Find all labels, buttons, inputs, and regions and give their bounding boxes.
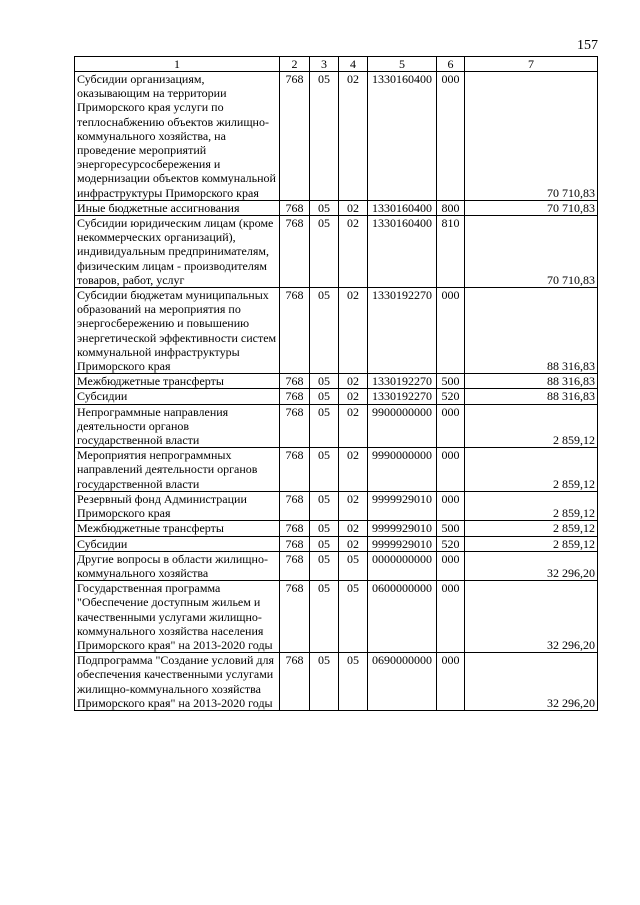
- table-row: [75, 288, 598, 374]
- header-col-5: 5: [368, 57, 437, 72]
- row-target-article: 1330192270: [368, 374, 437, 389]
- row-subsection: 02: [339, 404, 368, 448]
- row-amount: 70 710,83: [465, 72, 598, 201]
- row-amount: 32 296,20: [465, 653, 598, 711]
- row-amount: 2 859,12: [465, 448, 598, 492]
- row-section: 05: [310, 521, 339, 536]
- row-section: 05: [310, 581, 339, 653]
- row-expense-type: 000: [437, 551, 465, 580]
- row-target-article: 1330192270: [368, 389, 437, 404]
- row-name: Субсидии юридическим лицам (кроме некоммерческих организаций), индивидуальным предпринимателям, физическим лицам - производителям товаров, работ, услуг: [75, 216, 280, 288]
- row-amount: 32 296,20: [465, 551, 598, 580]
- row-admin-code: 768: [280, 216, 310, 288]
- table-row: [75, 374, 598, 389]
- row-amount: 32 296,20: [465, 581, 598, 653]
- table-row: [75, 389, 598, 404]
- row-subsection: 05: [339, 581, 368, 653]
- row-amount: 88 316,83: [465, 374, 598, 389]
- row-expense-type: 000: [437, 653, 465, 711]
- row-amount: 2 859,12: [465, 521, 598, 536]
- row-section: 05: [310, 200, 339, 215]
- row-admin-code: 768: [280, 72, 310, 201]
- row-section: 05: [310, 374, 339, 389]
- row-expense-type: 000: [437, 288, 465, 374]
- row-admin-code: 768: [280, 404, 310, 448]
- table-row: [75, 72, 598, 201]
- row-target-article: 0000000000: [368, 551, 437, 580]
- row-section: 05: [310, 389, 339, 404]
- table-row: [75, 216, 598, 288]
- row-expense-type: 000: [437, 72, 465, 201]
- row-subsection: 02: [339, 72, 368, 201]
- row-name: Непрограммные направления деятельности органов государственной власти: [75, 404, 280, 448]
- row-expense-type: 520: [437, 389, 465, 404]
- row-subsection: 02: [339, 288, 368, 374]
- row-target-article: 9999929010: [368, 491, 437, 520]
- row-admin-code: 768: [280, 581, 310, 653]
- table-row: [75, 521, 598, 536]
- header-col-2: 2: [280, 57, 310, 72]
- table-row: [75, 653, 598, 711]
- row-expense-type: 500: [437, 521, 465, 536]
- row-subsection: 02: [339, 536, 368, 551]
- row-subsection: 05: [339, 551, 368, 580]
- header-col-3: 3: [310, 57, 339, 72]
- row-expense-type: 500: [437, 374, 465, 389]
- row-target-article: 1330160400: [368, 72, 437, 201]
- row-amount: 70 710,83: [465, 200, 598, 215]
- row-target-article: 9999929010: [368, 521, 437, 536]
- row-amount: 88 316,83: [465, 389, 598, 404]
- row-name: Подпрограмма "Создание условий для обеспечения качественными услугами жилищно-коммунального хозяйства Приморского края" на 2013-2020 годы: [75, 653, 280, 711]
- page-number: 157: [577, 38, 598, 53]
- row-subsection: 02: [339, 374, 368, 389]
- row-subsection: 02: [339, 448, 368, 492]
- row-admin-code: 768: [280, 536, 310, 551]
- budget-table: [74, 56, 598, 711]
- row-name: Иные бюджетные ассигнования: [75, 200, 280, 215]
- row-admin-code: 768: [280, 448, 310, 492]
- row-admin-code: 768: [280, 200, 310, 215]
- row-section: 05: [310, 216, 339, 288]
- row-name: Межбюджетные трансферты: [75, 521, 280, 536]
- row-subsection: 02: [339, 521, 368, 536]
- row-target-article: 9900000000: [368, 404, 437, 448]
- row-expense-type: 000: [437, 404, 465, 448]
- row-expense-type: 800: [437, 200, 465, 215]
- table-row: [75, 536, 598, 551]
- row-name: Мероприятия непрограммных направлений деятельности органов государственной власти: [75, 448, 280, 492]
- row-target-article: 1330192270: [368, 288, 437, 374]
- table-row: [75, 448, 598, 492]
- row-section: 05: [310, 404, 339, 448]
- row-subsection: 02: [339, 216, 368, 288]
- table-row: [75, 200, 598, 215]
- row-section: 05: [310, 653, 339, 711]
- row-admin-code: 768: [280, 374, 310, 389]
- row-amount: 88 316,83: [465, 288, 598, 374]
- row-admin-code: 768: [280, 653, 310, 711]
- row-subsection: 02: [339, 200, 368, 215]
- header-col-4: 4: [339, 57, 368, 72]
- row-target-article: 9999929010: [368, 536, 437, 551]
- row-admin-code: 768: [280, 389, 310, 404]
- row-admin-code: 768: [280, 551, 310, 580]
- header-col-6: 6: [437, 57, 465, 72]
- row-amount: 2 859,12: [465, 491, 598, 520]
- row-name: Резервный фонд Администрации Приморского края: [75, 491, 280, 520]
- header-col-1: 1: [75, 57, 280, 72]
- row-name: Субсидии: [75, 389, 280, 404]
- table-row: [75, 551, 598, 580]
- row-subsection: 02: [339, 491, 368, 520]
- table-row: [75, 404, 598, 448]
- row-name: Субсидии организациям, оказывающим на территории Приморского края услуги по теплоснабжению объектов жилищно-коммунального хозяйства, на проведение мероприятий энергоресурсосбережения и модернизации объектов коммунальной инфраструктуры Приморского края: [75, 72, 280, 201]
- row-expense-type: 000: [437, 581, 465, 653]
- row-expense-type: 000: [437, 491, 465, 520]
- row-target-article: 9990000000: [368, 448, 437, 492]
- row-expense-type: 000: [437, 448, 465, 492]
- row-target-article: 0690000000: [368, 653, 437, 711]
- table-row: [75, 581, 598, 653]
- row-name: Государственная программа "Обеспечение доступным жильем и качественными услугами жилищно-коммунального хозяйства населения Приморского края" на 2013-2020 годы: [75, 581, 280, 653]
- row-admin-code: 768: [280, 521, 310, 536]
- row-subsection: 05: [339, 653, 368, 711]
- row-name: Субсидии: [75, 536, 280, 551]
- row-expense-type: 520: [437, 536, 465, 551]
- table-row: [75, 491, 598, 520]
- row-name: Субсидии бюджетам муниципальных образований на мероприятия по энергосбережению и повышению энергетической эффективности систем коммунальной инфраструктуры Приморского края: [75, 288, 280, 374]
- row-section: 05: [310, 288, 339, 374]
- table-header-row: [75, 57, 598, 72]
- row-amount: 2 859,12: [465, 536, 598, 551]
- row-section: 05: [310, 491, 339, 520]
- row-amount: 2 859,12: [465, 404, 598, 448]
- row-section: 05: [310, 536, 339, 551]
- row-target-article: 0600000000: [368, 581, 437, 653]
- row-expense-type: 810: [437, 216, 465, 288]
- row-section: 05: [310, 448, 339, 492]
- header-col-7: 7: [465, 57, 598, 72]
- row-target-article: 1330160400: [368, 216, 437, 288]
- row-name: Другие вопросы в области жилищно-коммунального хозяйства: [75, 551, 280, 580]
- row-admin-code: 768: [280, 288, 310, 374]
- row-section: 05: [310, 72, 339, 201]
- row-amount: 70 710,83: [465, 216, 598, 288]
- row-name: Межбюджетные трансферты: [75, 374, 280, 389]
- row-target-article: 1330160400: [368, 200, 437, 215]
- row-admin-code: 768: [280, 491, 310, 520]
- row-subsection: 02: [339, 389, 368, 404]
- row-section: 05: [310, 551, 339, 580]
